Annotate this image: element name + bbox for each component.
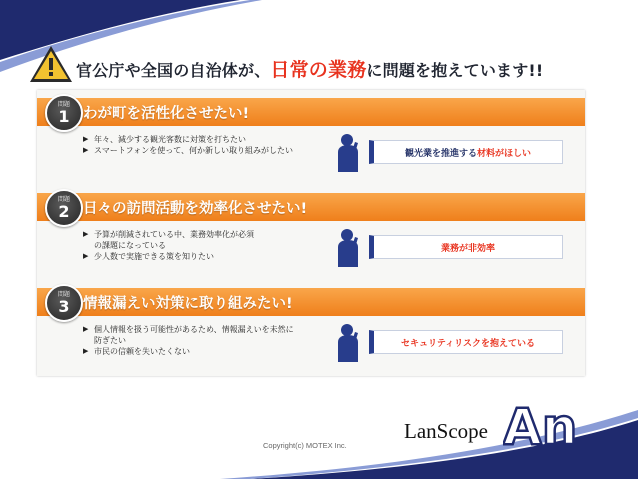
badge-number: 2 <box>58 202 70 221</box>
result-highlight: 業務が非効率 <box>440 243 495 254</box>
copyright-text: Copyright(c) MOTEX Inc. <box>263 441 347 450</box>
bullet-item: ▶ 市民の信頼を失いたくない <box>83 346 313 357</box>
badge-label: 問題 <box>57 291 70 298</box>
result-text <box>401 336 535 349</box>
bullet-item: ▶ 個人情報を扱う可能性があるため、情報漏えいを未然に <box>83 324 313 335</box>
heading-text <box>76 55 543 82</box>
an-logo-letters: An <box>503 398 578 448</box>
warning-icon <box>28 44 74 84</box>
result-text <box>405 146 531 159</box>
badge-number: 3 <box>58 297 70 316</box>
problem-title: 日々の訪問活動を効率化させたい! <box>83 201 308 217</box>
result-box <box>369 235 563 259</box>
problem-title: 情報漏えい対策に取り組みたい! <box>83 296 293 312</box>
problem-badge <box>45 189 83 227</box>
thinking-person-icon <box>335 132 361 172</box>
heading-prefix: 官公庁や全国の自治体が、 <box>76 61 271 80</box>
problem-badge <box>45 94 83 132</box>
bullet-list <box>83 324 313 357</box>
problem-badge <box>45 284 83 322</box>
bullet-item: ▶ 少人数で実施できる策を知りたい <box>83 251 313 262</box>
lanscope-logo-text: LanScope <box>404 419 488 443</box>
result-highlight: セキュリティリスクを抱えている <box>401 338 535 349</box>
problem-title: わが町を活性化させたい! <box>83 106 250 122</box>
bullet-list <box>83 229 313 262</box>
result-highlight: 材料がほしい <box>477 148 532 159</box>
heading-highlight: 日常の業務 <box>270 59 367 81</box>
bullet-item: ▶ 予算が削減されている中、業務効率化が必須 <box>83 229 313 240</box>
result-text <box>441 241 495 254</box>
bullet-item: ▶ 年々、減少する観光客数に対策を打ちたい <box>83 134 313 145</box>
bullet-continuation: 防ぎたい <box>94 336 126 345</box>
problem-section-1 <box>37 90 585 180</box>
badge-label: 問題 <box>57 101 70 108</box>
result-box <box>369 330 563 354</box>
result-prefix: 観光業を推進する <box>404 148 477 159</box>
page-heading <box>28 44 588 88</box>
bullet-item: ▶ スマートフォンを使って、何か新しい取り組みがしたい <box>83 145 313 156</box>
thinking-person-icon <box>335 322 361 362</box>
badge-number: 1 <box>58 107 70 126</box>
problems-panel <box>37 90 585 376</box>
problem-section-2 <box>37 185 585 275</box>
badge-label: 問題 <box>57 196 70 203</box>
result-box <box>369 140 563 164</box>
thinking-person-icon <box>335 227 361 267</box>
heading-suffix: に問題を抱えています!! <box>366 61 544 80</box>
an-logo-mark <box>503 398 587 448</box>
problem-section-3 <box>37 280 585 370</box>
bullet-continuation: の課題になっている <box>94 241 166 250</box>
bullet-list <box>83 134 313 156</box>
